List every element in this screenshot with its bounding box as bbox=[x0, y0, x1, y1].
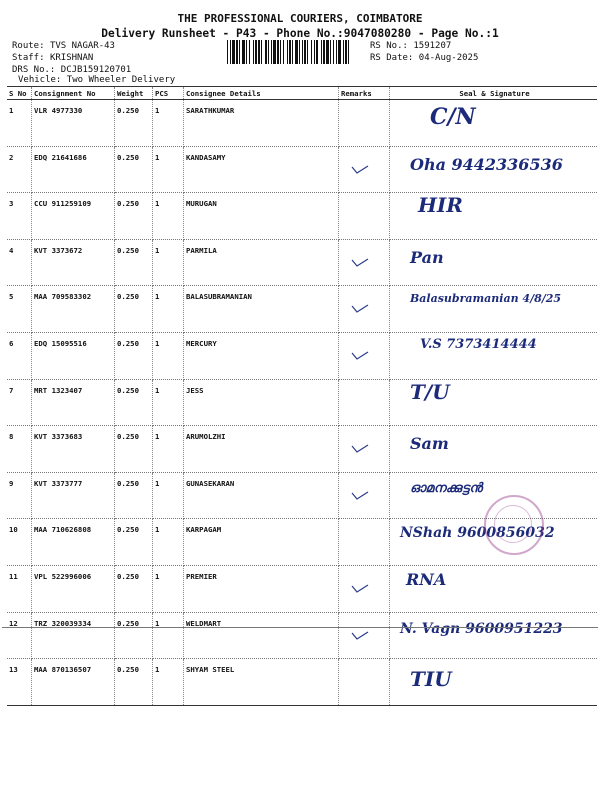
cell-weight: 0.250 bbox=[115, 659, 153, 706]
cell-sno: 1 bbox=[7, 100, 32, 147]
cell-pcs: 1 bbox=[153, 565, 184, 612]
stamp-inner-ring bbox=[494, 505, 532, 543]
cell-consignee: SARATHKUMAR bbox=[184, 100, 339, 147]
cell-consignment: TRZ 320039334 bbox=[32, 612, 115, 659]
col-remarks-header: Remarks bbox=[339, 87, 390, 100]
cell-consignment: VLR 4977330 bbox=[32, 100, 115, 147]
tick-mark-icon bbox=[351, 351, 369, 361]
table-row bbox=[7, 332, 597, 379]
barcode-bar bbox=[307, 40, 308, 64]
cell-weight: 0.250 bbox=[115, 519, 153, 566]
barcode-bar bbox=[236, 40, 238, 64]
cell-remarks bbox=[339, 612, 390, 659]
cell-remarks bbox=[339, 332, 390, 379]
cell-consignee: PREMIER bbox=[184, 565, 339, 612]
cell-sno: 2 bbox=[7, 146, 32, 193]
staff-label: Staff: bbox=[12, 53, 45, 63]
barcode-bar bbox=[302, 40, 303, 64]
tick-mark-icon bbox=[351, 165, 369, 175]
meta-left bbox=[12, 40, 131, 76]
cell-signature bbox=[390, 612, 598, 659]
tick-mark-icon bbox=[351, 258, 369, 268]
cell-sno: 9 bbox=[7, 472, 32, 519]
barcode-bar bbox=[268, 40, 269, 64]
col-consignment-header: Consignment No bbox=[32, 87, 115, 100]
cell-sno: 5 bbox=[7, 286, 32, 333]
runsheet-table bbox=[7, 86, 597, 706]
cell-consignment: MRT 1323407 bbox=[32, 379, 115, 426]
runsheet-subtitle: Delivery Runsheet - P43 - Phone No.:9047080280 - Page No.:1 bbox=[101, 27, 499, 40]
cell-weight: 0.250 bbox=[115, 612, 153, 659]
cell-remarks bbox=[339, 239, 390, 286]
barcode-image bbox=[227, 40, 351, 64]
meta-right bbox=[370, 40, 478, 64]
cell-sno: 13 bbox=[7, 659, 32, 706]
barcode-bar bbox=[345, 40, 347, 64]
cell-pcs: 1 bbox=[153, 146, 184, 193]
table-row bbox=[7, 286, 597, 333]
cell-pcs: 1 bbox=[153, 379, 184, 426]
cell-signature bbox=[390, 565, 598, 612]
delivery-stamp bbox=[484, 495, 544, 555]
barcode-bar bbox=[326, 40, 329, 64]
col-pcs-header: PCS bbox=[153, 87, 184, 100]
barcode-bar bbox=[265, 40, 267, 64]
cell-signature bbox=[390, 239, 598, 286]
cell-sno: 12 bbox=[7, 612, 32, 659]
rs-date-row bbox=[370, 52, 478, 64]
table-row bbox=[7, 146, 597, 193]
barcode-bar bbox=[330, 40, 331, 64]
cell-consignee: WELDMART bbox=[184, 612, 339, 659]
cell-sno: 8 bbox=[7, 426, 32, 473]
barcode-bar bbox=[261, 40, 262, 64]
cell-consignee: KARPAGAM bbox=[184, 519, 339, 566]
barcode-bar bbox=[333, 40, 334, 64]
cell-consignment: KVT 3373683 bbox=[32, 426, 115, 473]
cell-consignment: MAA 709583302 bbox=[32, 286, 115, 333]
route-row bbox=[12, 40, 131, 52]
rs-no-row bbox=[370, 40, 478, 52]
cell-signature bbox=[390, 286, 598, 333]
table-row bbox=[7, 565, 597, 612]
barcode-bar bbox=[249, 40, 250, 64]
vehicle-label: Vehicle: bbox=[18, 75, 62, 85]
barcode-bar bbox=[299, 40, 300, 64]
cell-pcs: 1 bbox=[153, 519, 184, 566]
barcode-bar bbox=[239, 40, 240, 64]
handwritten-signature: N. Vagn 9600951223 bbox=[400, 620, 563, 637]
cell-remarks bbox=[339, 519, 390, 566]
barcode-bar bbox=[314, 40, 315, 64]
handwritten-signature: Pan bbox=[410, 247, 444, 267]
barcode-bar bbox=[255, 40, 257, 64]
barcode-bar bbox=[230, 40, 231, 64]
cell-pcs: 1 bbox=[153, 100, 184, 147]
handwritten-signature: NShah 9600856032 bbox=[400, 525, 555, 542]
cell-weight: 0.250 bbox=[115, 239, 153, 286]
col-signature-header: Seal & Signature bbox=[390, 87, 598, 100]
tick-mark-icon bbox=[351, 584, 369, 594]
cell-consignee: KANDASAMY bbox=[184, 146, 339, 193]
drs-label: DRS No.: bbox=[12, 65, 56, 75]
barcode-bar bbox=[316, 40, 318, 64]
cell-weight: 0.250 bbox=[115, 379, 153, 426]
cell-consignee: SHYAM STEEL bbox=[184, 659, 339, 706]
vehicle-value: Two Wheeler Delivery bbox=[66, 75, 176, 85]
rs-date-value: 04-Aug-2025 bbox=[418, 53, 479, 63]
barcode-bar bbox=[232, 40, 235, 64]
barcode-bar bbox=[271, 40, 272, 64]
table-row bbox=[7, 100, 597, 147]
cell-pcs: 1 bbox=[153, 612, 184, 659]
barcode-bar bbox=[227, 40, 228, 64]
drs-value: DCJB159120701 bbox=[60, 65, 132, 75]
cell-pcs: 1 bbox=[153, 332, 184, 379]
cell-sno: 6 bbox=[7, 332, 32, 379]
cell-remarks bbox=[339, 426, 390, 473]
cell-consignee: GUNASEKARAN bbox=[184, 472, 339, 519]
cell-consignee: ARUMOLZHI bbox=[184, 426, 339, 473]
cell-weight: 0.250 bbox=[115, 332, 153, 379]
cell-sno: 10 bbox=[7, 519, 32, 566]
bottom-rule bbox=[2, 627, 598, 628]
barcode-bar bbox=[277, 40, 279, 64]
tick-mark-icon bbox=[351, 304, 369, 314]
col-consignee-header: Consignee Details bbox=[184, 87, 339, 100]
barcode-bar bbox=[323, 40, 325, 64]
cell-sno: 11 bbox=[7, 565, 32, 612]
cell-remarks bbox=[339, 286, 390, 333]
table-row bbox=[7, 659, 597, 706]
cell-remarks bbox=[339, 472, 390, 519]
cell-consignee: PARMILA bbox=[184, 239, 339, 286]
barcode-bar bbox=[292, 40, 293, 64]
cell-pcs: 1 bbox=[153, 286, 184, 333]
cell-consignee: BALASUBRAMANIAN bbox=[184, 286, 339, 333]
handwritten-signature: T/U bbox=[410, 379, 450, 404]
rs-no-value: 1591207 bbox=[413, 41, 452, 51]
cell-remarks bbox=[339, 193, 390, 240]
barcode-bar bbox=[253, 40, 254, 64]
staff-value: KRISHNAN bbox=[49, 53, 94, 63]
barcode-bar bbox=[258, 40, 260, 64]
cell-consignee: JESS bbox=[184, 379, 339, 426]
col-sno-header: S No bbox=[7, 87, 32, 100]
cell-pcs: 1 bbox=[153, 239, 184, 286]
cell-remarks bbox=[339, 100, 390, 147]
cell-pcs: 1 bbox=[153, 472, 184, 519]
handwritten-signature: ഓമനക്കുട്ടൻ bbox=[410, 480, 483, 496]
cell-signature bbox=[390, 146, 598, 193]
vehicle-row bbox=[18, 75, 175, 85]
barcode-bar bbox=[295, 40, 298, 64]
cell-sno: 7 bbox=[7, 379, 32, 426]
barcode-bar bbox=[348, 40, 349, 64]
cell-signature bbox=[390, 100, 598, 147]
table-row bbox=[7, 612, 597, 659]
cell-consignment: EDQ 15095516 bbox=[32, 332, 115, 379]
barcode-bar bbox=[246, 40, 247, 64]
handwritten-signature: Sam bbox=[410, 434, 449, 454]
cell-weight: 0.250 bbox=[115, 146, 153, 193]
tick-mark-icon bbox=[351, 631, 369, 641]
cell-sno: 3 bbox=[7, 193, 32, 240]
barcode-bar bbox=[336, 40, 337, 64]
cell-weight: 0.250 bbox=[115, 472, 153, 519]
cell-signature bbox=[390, 426, 598, 473]
cell-consignee: MERCURY bbox=[184, 332, 339, 379]
handwritten-signature: C/N bbox=[430, 104, 476, 130]
cell-weight: 0.250 bbox=[115, 426, 153, 473]
cell-weight: 0.250 bbox=[115, 565, 153, 612]
handwritten-signature: Balasubramanian 4/8/25 bbox=[410, 292, 562, 306]
cell-weight: 0.250 bbox=[115, 100, 153, 147]
rs-date-label: RS Date: bbox=[370, 53, 414, 63]
barcode-bar bbox=[273, 40, 276, 64]
barcode-bar bbox=[321, 40, 322, 64]
handwritten-signature: V.S 7373414444 bbox=[420, 336, 537, 352]
barcode-bar bbox=[242, 40, 245, 64]
cell-consignment: KVT 3373672 bbox=[32, 239, 115, 286]
cell-signature bbox=[390, 332, 598, 379]
cell-sno: 4 bbox=[7, 239, 32, 286]
cell-remarks bbox=[339, 379, 390, 426]
handwritten-signature: RNA bbox=[406, 569, 447, 589]
route-value: TVS NAGAR-43 bbox=[49, 41, 115, 51]
cell-consignment: MAA 870136507 bbox=[32, 659, 115, 706]
barcode-bar bbox=[289, 40, 291, 64]
cell-signature bbox=[390, 193, 598, 240]
cell-signature bbox=[390, 659, 598, 706]
handwritten-signature: Oha 9442336536 bbox=[410, 154, 563, 174]
cell-pcs: 1 bbox=[153, 193, 184, 240]
cell-pcs: 1 bbox=[153, 659, 184, 706]
cell-consignment: KVT 3373777 bbox=[32, 472, 115, 519]
cell-consignment: VPL 522996006 bbox=[32, 565, 115, 612]
barcode-bar bbox=[283, 40, 284, 64]
cell-remarks bbox=[339, 146, 390, 193]
table-row bbox=[7, 193, 597, 240]
table-header-row bbox=[7, 87, 597, 100]
cell-consignment: MAA 710626808 bbox=[32, 519, 115, 566]
barcode-bar bbox=[287, 40, 288, 64]
table-body bbox=[7, 100, 597, 706]
cell-signature bbox=[390, 379, 598, 426]
table-row bbox=[7, 426, 597, 473]
route-label: Route: bbox=[12, 41, 45, 51]
cell-remarks bbox=[339, 565, 390, 612]
cell-pcs: 1 bbox=[153, 426, 184, 473]
cell-weight: 0.250 bbox=[115, 286, 153, 333]
company-title: THE PROFESSIONAL COURIERS, COIMBATORE bbox=[177, 12, 423, 25]
cell-consignment: CCU 911259109 bbox=[32, 193, 115, 240]
cell-consignment: EDQ 21641686 bbox=[32, 146, 115, 193]
tick-mark-icon bbox=[351, 444, 369, 454]
tick-mark-icon bbox=[351, 491, 369, 501]
rs-no-label: RS No.: bbox=[370, 41, 408, 51]
barcode-bar bbox=[280, 40, 281, 64]
barcode-bar bbox=[311, 40, 312, 64]
barcode-bar bbox=[338, 40, 341, 64]
table-row bbox=[7, 239, 597, 286]
cell-weight: 0.250 bbox=[115, 193, 153, 240]
barcode-bar bbox=[304, 40, 306, 64]
cell-remarks bbox=[339, 659, 390, 706]
handwritten-signature: TIU bbox=[410, 667, 452, 692]
cell-consignee: MURUGAN bbox=[184, 193, 339, 240]
staff-row bbox=[12, 52, 131, 64]
col-weight-header: Weight bbox=[115, 87, 153, 100]
handwritten-signature: HIR bbox=[418, 193, 463, 218]
barcode-bar bbox=[343, 40, 344, 64]
table-row bbox=[7, 379, 597, 426]
